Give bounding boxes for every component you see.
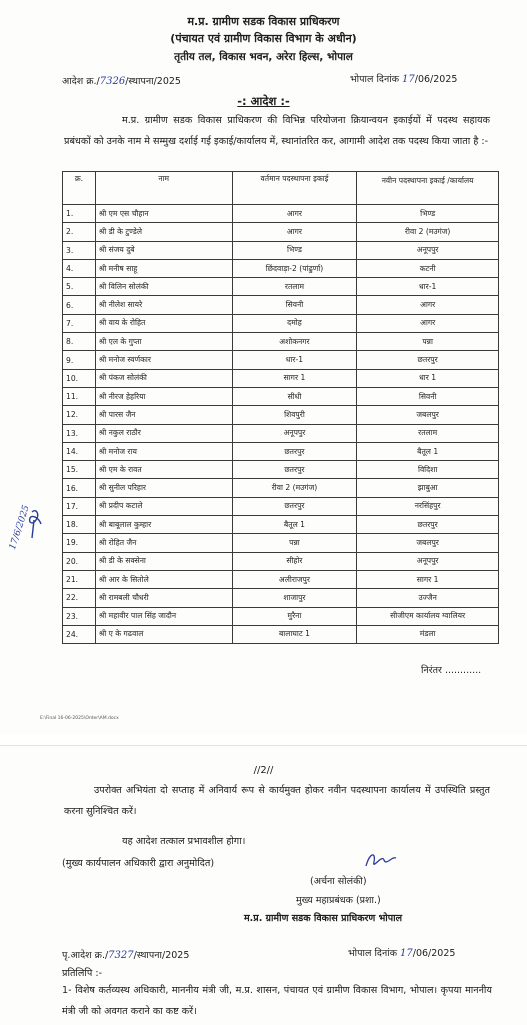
- row-name: श्री मनोज राय: [95, 442, 232, 460]
- row-serial: 21.: [63, 570, 96, 588]
- header-current-unit: वर्तमान पदस्थापना इकाई: [232, 172, 357, 205]
- row-new-unit: बैतूल 1: [357, 442, 499, 460]
- table-row: [63, 259, 499, 277]
- header-serial: क्र.: [63, 172, 96, 205]
- signatory-name: (अर्चना सोलंकी): [310, 876, 367, 887]
- row-new-unit: झाबुआ: [357, 479, 499, 497]
- row-serial: 14.: [63, 442, 96, 460]
- row-new-unit: सिवनी: [357, 387, 499, 405]
- row-name: श्री नीलेश सायरे: [95, 296, 232, 314]
- row-serial: 4.: [63, 259, 96, 277]
- row-serial: 15.: [63, 461, 96, 479]
- row-current-unit: छिंदवाड़ा-2 (पांढुर्णा): [232, 259, 357, 277]
- row-serial: 24.: [63, 625, 96, 643]
- row-new-unit: जबलपुर: [357, 406, 499, 424]
- endorsement-number: पृ.आदेश क्र./7327/स्थापना/2025: [62, 950, 190, 961]
- row-current-unit: रीवा 2 (मउगंज): [232, 479, 357, 497]
- signatory-title: मुख्य महाप्रबंधक (प्रशा.): [296, 895, 381, 906]
- row-serial: 6.: [63, 296, 96, 314]
- row-name: श्री रोहित जैन: [95, 534, 232, 552]
- row-name: श्री रामबली चौधरी: [95, 589, 232, 607]
- table-row: [63, 205, 499, 223]
- row-serial: 23.: [63, 607, 96, 625]
- org-name: म.प्र. ग्रामीण सडक विकास प्राधिकरण: [187, 15, 340, 28]
- row-serial: 11.: [63, 387, 96, 405]
- row-new-unit: जबलपुर: [357, 534, 499, 552]
- row-serial: 13.: [63, 424, 96, 442]
- row-current-unit: आगर: [232, 205, 357, 223]
- table-header-row: [63, 172, 499, 205]
- row-new-unit: आगर: [357, 296, 499, 314]
- row-current-unit: छतरपुर: [232, 461, 357, 479]
- row-current-unit: रतलाम: [232, 278, 357, 296]
- row-current-unit: सीहोर: [232, 552, 357, 570]
- row-serial: 1.: [63, 205, 96, 223]
- row-serial: 7.: [63, 314, 96, 332]
- table-row: [63, 552, 499, 570]
- row-name: श्री मनोज स्वर्णकार: [95, 351, 232, 369]
- endorsement-date-handwritten: 17: [400, 948, 413, 959]
- row-name: श्री सुनील परिहार: [95, 479, 232, 497]
- row-new-unit: सागर 1: [357, 570, 499, 588]
- row-current-unit: धार-1: [232, 351, 357, 369]
- row-new-unit: नरसिंहपुर: [357, 497, 499, 515]
- row-serial: 3.: [63, 241, 96, 259]
- row-new-unit: भिण्ड: [357, 205, 499, 223]
- effect-statement: यह आदेश तत्काल प्रभावशील होगा।: [122, 836, 246, 847]
- row-new-unit: रतलाम: [357, 424, 499, 442]
- row-current-unit: सागर 1: [232, 369, 357, 387]
- table-row: [63, 333, 499, 351]
- row-serial: 16.: [63, 479, 96, 497]
- row-name: श्री विलिन सोलंकी: [95, 278, 232, 296]
- transfer-table: [62, 171, 499, 644]
- row-new-unit: उज्जैन: [357, 589, 499, 607]
- org-department: (पंचायत एवं ग्रामीण विकास विभाग के अधीन): [170, 32, 357, 45]
- row-name: श्री एम एस चौहान: [95, 205, 232, 223]
- table-row: [63, 589, 499, 607]
- endorsement-date: भोपाल दिनांक 17/06/2025: [348, 948, 456, 959]
- row-current-unit: आगर: [232, 223, 357, 241]
- table-row: [63, 314, 499, 332]
- row-serial: 2.: [63, 223, 96, 241]
- row-name: श्री पंकज सोलंकी: [95, 369, 232, 387]
- org-address: तृतीय तल, विकास भवन, अरेरा हिल्स, भोपाल: [174, 51, 353, 63]
- row-serial: 12.: [63, 406, 96, 424]
- row-name: श्री डी के सक्सेना: [95, 552, 232, 570]
- row-serial: 18.: [63, 516, 96, 534]
- row-serial: 5.: [63, 278, 96, 296]
- signature-icon: [362, 848, 402, 872]
- row-current-unit: छतरपुर: [232, 442, 357, 460]
- table-row: [63, 351, 499, 369]
- row-new-unit: विदिशा: [357, 461, 499, 479]
- row-name: श्री नकुल राठौर: [95, 424, 232, 442]
- row-current-unit: मुरैना: [232, 607, 357, 625]
- row-new-unit: अनूपपुर: [357, 552, 499, 570]
- row-serial: 10.: [63, 369, 96, 387]
- continued-note: निरंतर ............: [421, 665, 482, 676]
- table-row: [63, 387, 499, 405]
- row-new-unit: आगर: [357, 314, 499, 332]
- row-name: श्री ए के गढवाल: [95, 625, 232, 643]
- row-current-unit: सीधी: [232, 387, 357, 405]
- row-serial: 8.: [63, 333, 96, 351]
- row-name: श्री संजय दुबे: [95, 241, 232, 259]
- row-new-unit: छतरपुर: [357, 351, 499, 369]
- margin-date: 17/6/2025: [8, 504, 32, 552]
- relieve-instruction: उपरोक्त अभियंता दो सप्ताह में अनिवार्य रूप से कार्यमुक्त होकर नवीन पदस्थापना कार्यालय में उपस्थिति प्रस्तुत करना सुनिश्चित करें।: [64, 785, 490, 817]
- copy-item-1: 1- विशेष कर्तव्यस्थ अधिकारी, माननीय मंत्री जी, म.प्र. शासन, पंचायत एवं ग्रामीण विकास विभाग, भोपाल। कृपया माननीय मंत्री जी को अवगत कराने का कष्ट करें।: [62, 985, 492, 1017]
- endorsement-number-handwritten: 7327: [108, 950, 134, 961]
- row-serial: 19.: [63, 534, 96, 552]
- row-new-unit: रीवा 2 (मउगंज): [357, 223, 499, 241]
- approval-note: (मुख्य कार्यपालन अधिकारी द्वारा अनुमोदित): [62, 858, 215, 869]
- page-separator: [0, 735, 527, 745]
- row-serial: 20.: [63, 552, 96, 570]
- row-new-unit: मंडला: [357, 625, 499, 643]
- row-serial: 9.: [63, 351, 96, 369]
- header-name: नाम: [95, 172, 232, 205]
- row-new-unit: धार-1: [357, 278, 499, 296]
- row-name: श्री बाबूलाल कुम्हार: [95, 516, 232, 534]
- row-current-unit: भिण्ड: [232, 241, 357, 259]
- row-current-unit: बालाघाट 1: [232, 625, 357, 643]
- row-new-unit: छतरपुर: [357, 516, 499, 534]
- row-new-unit: अनूपपुर: [357, 241, 499, 259]
- row-name: श्री नीरज हेहरिया: [95, 387, 232, 405]
- table-row: [63, 424, 499, 442]
- table-row: [63, 223, 499, 241]
- order-number: आदेश क्र./7326/स्थापना/2025: [62, 76, 181, 87]
- row-serial: 17.: [63, 497, 96, 515]
- table-row: [63, 296, 499, 314]
- row-name: श्री एम के रावत: [95, 461, 232, 479]
- row-name: श्री पारस जैन: [95, 406, 232, 424]
- row-new-unit: कटनी: [357, 259, 499, 277]
- page-number: //2//: [253, 765, 274, 776]
- table-row: [63, 241, 499, 259]
- row-current-unit: पन्ना: [232, 534, 357, 552]
- copy-label: प्रतिलिपि :-: [62, 968, 103, 979]
- row-new-unit: धार 1: [357, 369, 499, 387]
- row-new-unit: पन्ना: [357, 333, 499, 351]
- row-current-unit: दमोह: [232, 314, 357, 332]
- table-row: [63, 497, 499, 515]
- table-row: [63, 607, 499, 625]
- row-new-unit: सीजीएम कार्यालय ग्वालियर: [357, 607, 499, 625]
- order-date: भोपाल दिनांक 17/06/2025: [350, 74, 458, 85]
- table-row: [63, 406, 499, 424]
- order-date-handwritten: 17: [402, 74, 415, 85]
- row-serial: 22.: [63, 589, 96, 607]
- table-row: [63, 570, 499, 588]
- row-current-unit: सिवनी: [232, 296, 357, 314]
- table-row: [63, 534, 499, 552]
- table-row: [63, 625, 499, 643]
- row-current-unit: अलीराजपुर: [232, 570, 357, 588]
- row-name: श्री वाय के रोहित: [95, 314, 232, 332]
- order-body: म.प्र. ग्रामीण सडक विकास प्राधिकरण की विभिन्न परियोजना क्रियान्वयन इकाईयों में पदस्थ सहायक प्रबंधकों को उनके नाम मे सम्मुख दर्शाई गई इकाई/कार्यालय में, स्थानांतरित कर, आगामी आदेश तक पदस्थ किया जाता है :-: [64, 115, 490, 147]
- row-name: श्री डी के टुण्डेले: [95, 223, 232, 241]
- row-name: श्री एल के गुप्ता: [95, 333, 232, 351]
- order-number-handwritten: 7326: [99, 76, 126, 87]
- header-new-unit: नवीन पदस्थापना इकाई /कार्यालय: [357, 172, 499, 205]
- row-name: श्री आर के सितोले: [95, 570, 232, 588]
- row-current-unit: छतरपुर: [232, 497, 357, 515]
- table-row: [63, 442, 499, 460]
- file-path: E:\Final 16-06-2025\Order\AM.docx: [40, 716, 119, 721]
- table-row: [63, 479, 499, 497]
- row-current-unit: अशोकनगर: [232, 333, 357, 351]
- table-row: [63, 461, 499, 479]
- table-row: [63, 516, 499, 534]
- signatory-org: म.प्र. ग्रामीण सडक विकास प्राधिकरण भोपाल: [244, 913, 403, 924]
- row-current-unit: शाजापुर: [232, 589, 357, 607]
- table-row: [63, 369, 499, 387]
- order-title: -: आदेश :-: [237, 94, 290, 108]
- row-name: श्री महावीर पाल सिंह जादौन: [95, 607, 232, 625]
- row-current-unit: शिवपुरी: [232, 406, 357, 424]
- table-row: [63, 278, 499, 296]
- row-name: श्री मनीष साहू: [95, 259, 232, 277]
- row-current-unit: अनूपपुर: [232, 424, 357, 442]
- row-current-unit: बैतूल 1: [232, 516, 357, 534]
- row-name: श्री प्रदीप कटाले: [95, 497, 232, 515]
